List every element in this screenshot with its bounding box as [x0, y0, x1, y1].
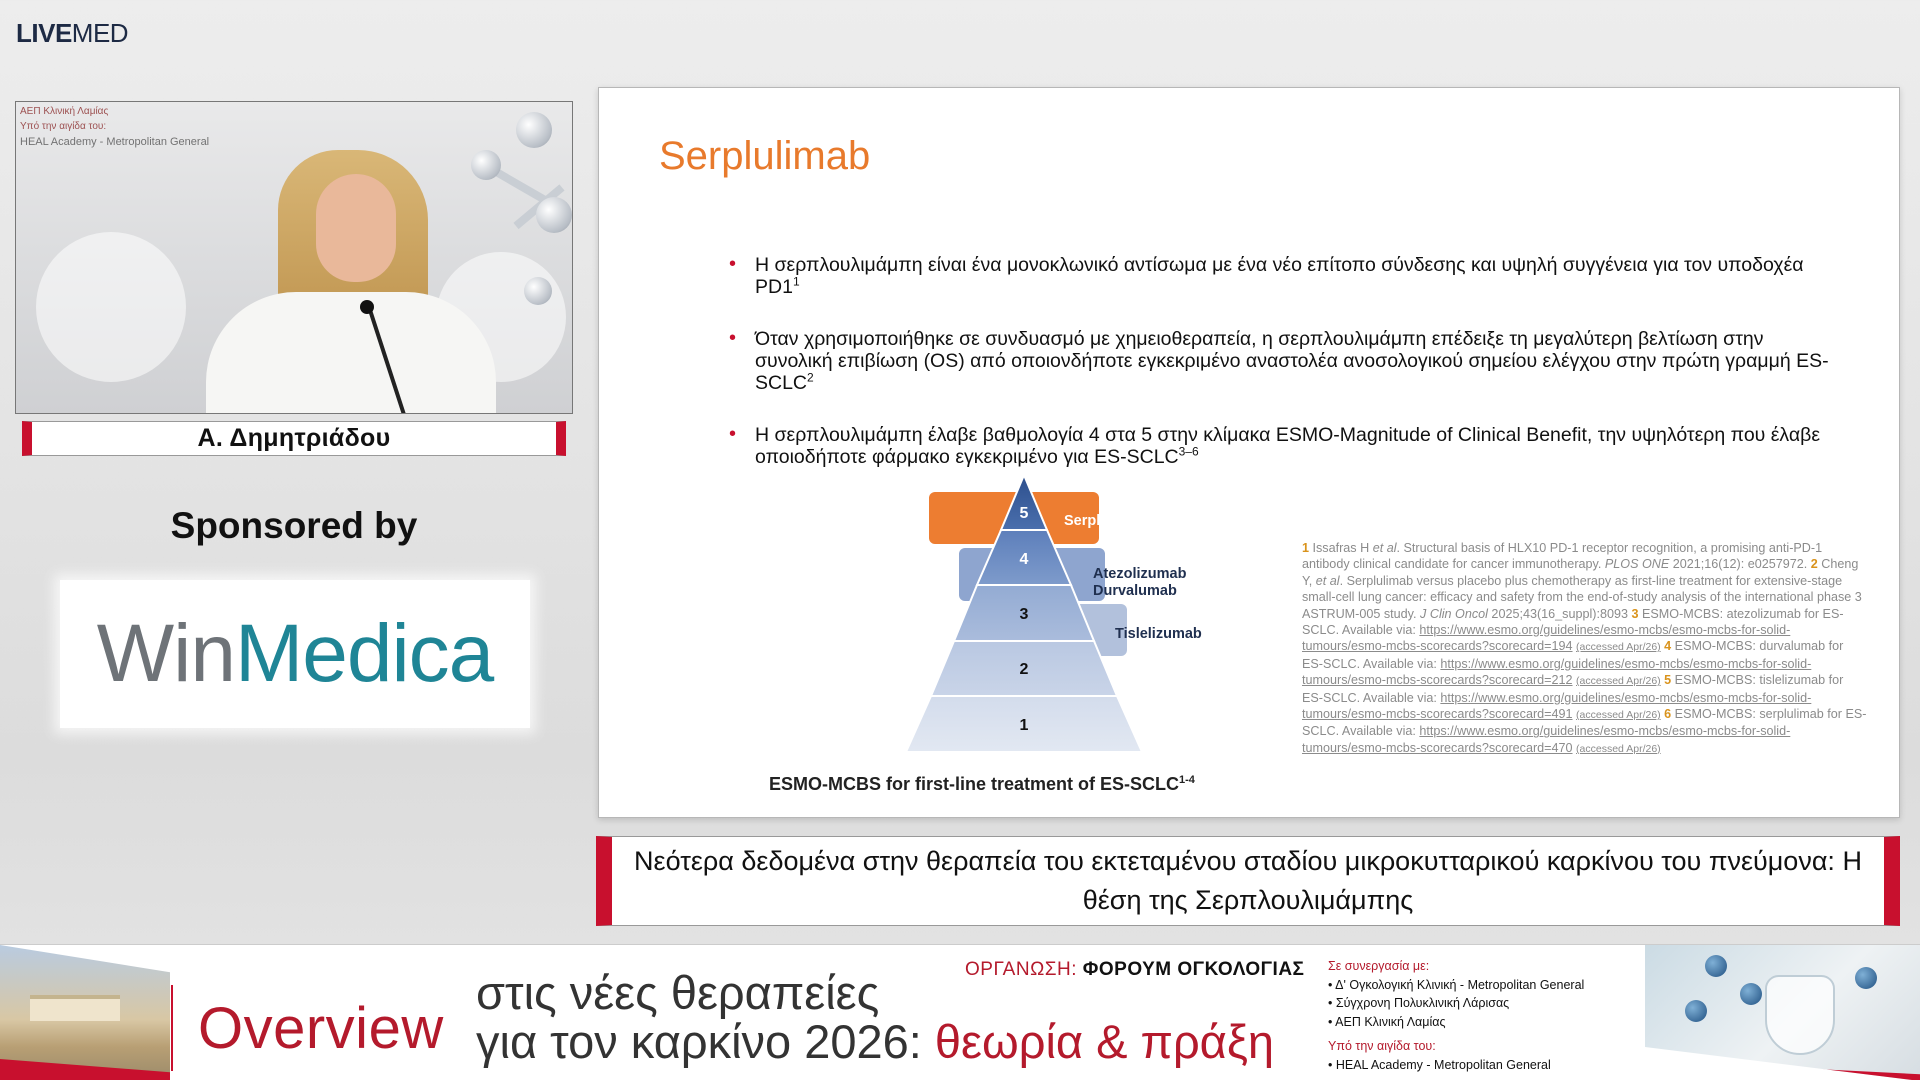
- tier-1-number: 1: [1019, 717, 1029, 734]
- bullet-item: • Όταν χρησιμοποιήθηκε σε συνδυασμό με χημειοθεραπεία, η σερπλουλιμάμπη επέδειξε τη μεγαλύτερη βελτίωση στην συνολική επιβίωση (OS) από οποιονδήποτε εγκεκριμένο αναστολέα ανοσολογικού σημείου ελέγχου στην πρώτη γραμμή ES-SCLC$^2$: [729, 327, 1829, 394]
- event-banner: [0, 944, 1920, 1080]
- slide-references: 1 Issafras H et al. Structural basis of HLX10 PD-1 receptor recognition, a promising anti-PD-1 antibody clinical candidate for cancer immunotherapy. PLOS ONE 2021;16(12): e0257972. 2 Cheng Y, et al. Serplulimab versus placebo plus chemotherapy as first-line treatment for extensive-stage small-cell lung cancer: efficacy and safety from the end-of-study analysis of the international phase 3 ASTRUM-005 study. J Clin Oncol 2025;43(16_suppl):8093 3 ESMO-MCBS: atezolizumab for ES-SCLC. Available via: https://www.esmo.org/guidelines/esmo-mcbs/esmo-mcbs-for-solid-tumours/esmo-mcbs-scorecards?scorecard=194 (accessed Apr/26) 4 ESMO-MCBS: durvalumab for ES-SCLC. Available via: https://www.esmo.org/guidelines/esmo-mcbs/esmo-mcbs-for-solid-tumours/esmo-mcbs-scorecards?scorecard=212 (accessed Apr/26) 5 ESMO-MCBS: tislelizumab for ES-SCLC. Available via: https://www.esmo.org/guidelines/esmo-mcbs/esmo-mcbs-for-solid-tumours/esmo-mcbs-scorecards?scorecard=491 (accessed Apr/26) 6 ESMO-MCBS: serplulimab for ES-SCLC. Available via: https://www.esmo.org/guidelines/esmo-mcbs/esmo-mcbs-for-solid-tumours/esmo-mcbs-scorecards?scorecard=470 (accessed Apr/26): [1302, 541, 1867, 755]
- molecule-icon: [1685, 1000, 1707, 1022]
- reference-link[interactable]: https://www.esmo.org/guidelines/esmo-mcbs/esmo-mcbs-for-solid-tumours/esmo-mcbs-scorecards?scorecard=470: [1302, 724, 1791, 755]
- reference-link[interactable]: https://www.esmo.org/guidelines/esmo-mcbs/esmo-mcbs-for-solid-tumours/esmo-mcbs-scorecards?scorecard=212: [1302, 656, 1812, 688]
- bullet-icon: •: [729, 253, 737, 275]
- organizer: ΟΡΓΑΝΩΣΗ: ΦΟΡΟΥΜ ΟΓΚΟΛΟΓΙΑΣ: [965, 959, 1305, 980]
- presentation-slide: [598, 87, 1900, 818]
- collaborators-list: Σε συνεργασία με: • Δ' Ογκολογική Κλινική - Metropolitan General • Σύγχρονη Πολυκλινική Λάρισας • ΑΕΠ Κλινική Λαμίας Υπό την αιγίδα του: • HEAL Academy - Metropolitan General: [1328, 957, 1584, 1074]
- pyramid-caption: ESMO-MCBS for first-line treatment of ES-SCLC$^{1-4}$: [769, 774, 1195, 794]
- acropolis-image: [0, 945, 170, 1080]
- reference-link[interactable]: https://www.esmo.org/guidelines/esmo-mcbs/esmo-mcbs-for-solid-tumours/esmo-mcbs-scorecards?scorecard=194: [1302, 623, 1791, 654]
- durvalumab-label: Durvalumab: [1093, 583, 1177, 599]
- bullet-icon: •: [729, 327, 737, 349]
- livemed-logo: LIVEMED: [16, 18, 129, 48]
- bullet-item: • Η σερπλουλιμάμπη είναι ένα μονοκλωνικό αντίσωμα με ένα νέο επίτοπο σύνδεσης και υψηλή συγγένεια για τον υποδοχέα $PD1^1$: [729, 253, 1804, 298]
- speaker-face: [316, 174, 396, 282]
- tier-2-number: 2: [1019, 661, 1029, 678]
- tier-3-number: 3: [1019, 606, 1029, 623]
- slide-bullets: [729, 254, 1839, 498]
- banner-divider: [171, 985, 173, 1071]
- overview-title: Overview: [198, 996, 444, 1061]
- bullet-icon: •: [729, 423, 737, 445]
- slide-title: Serplulimab: [659, 134, 871, 178]
- molecule-model-icon: [516, 112, 552, 148]
- lab-molecule-image: [1645, 945, 1920, 1080]
- bullet-item: • Η σερπλουλιμάμπη έλαβε βαθμολογία 4 στα 5 στην κλίμακα ESMO-Magnitude of Clinical Benefit, την υψηλότερη που έλαβε οποιοδήποτε φάρμακο εγκεκριμένο για ES-SCLC$^{3-6}$: [729, 423, 1821, 468]
- banner-line-2: για τον καρκίνο 2026: θεωρία & πράξη: [476, 1015, 1275, 1068]
- banner-line-1: στις νέες θεραπείες: [476, 966, 880, 1019]
- aegis-item: • HEAL Academy - Metropolitan General: [1328, 1057, 1551, 1072]
- collaborator-item: • Δ' Ογκολογική Κλινική - Metropolitan General: [1328, 977, 1585, 992]
- atezolizumab-label: Atezolizumab: [1093, 566, 1187, 582]
- tier-4-number: 4: [1019, 551, 1029, 568]
- speaker-video: [15, 101, 573, 414]
- collaborator-item: • ΑΕΠ Κλινική Λαμίας: [1328, 1014, 1446, 1029]
- speaker-nameplate: Α. Δημητριάδου: [22, 421, 566, 456]
- speaker-body: [206, 292, 496, 414]
- video-background-text: ΑΕΠ Κλινική Λαμίας Υπό την αιγίδα του: HEAL Academy - Metropolitan General: [20, 106, 210, 148]
- molecule-icon: [1705, 955, 1727, 977]
- molecule-model-icon: [471, 150, 501, 180]
- molecule-icon: [1740, 983, 1762, 1005]
- molecule-model-icon: [524, 277, 552, 305]
- sponsor-logo-box: [60, 580, 530, 728]
- molecule-icon: [1855, 967, 1877, 989]
- collaborator-item: • Σύγχρονη Πολυκλινική Λάρισας: [1328, 996, 1510, 1010]
- serplulimab-label: Serplulimab: [1064, 513, 1147, 529]
- sponsored-by-heading: Sponsored by: [170, 505, 418, 546]
- molecule-model-icon: [536, 197, 572, 233]
- esmo-mcbs-pyramid: [794, 475, 1254, 760]
- lab-glass-shape: [36, 232, 186, 382]
- tier-5-number: 5: [1019, 505, 1029, 522]
- flask-icon: [1765, 975, 1835, 1055]
- tislelizumab-label: Tislelizumab: [1115, 626, 1202, 642]
- reference-link[interactable]: https://www.esmo.org/guidelines/esmo-mcbs/esmo-mcbs-for-solid-tumours/esmo-mcbs-scorecards?scorecard=491: [1302, 690, 1812, 722]
- talk-title-bar: Νεότερα δεδομένα στην θεραπεία του εκτεταμένου σταδίου μικροκυτταρικού καρκίνου του πνεύμονα: Η θέση της Σερπλουλιμάμπης: [596, 836, 1900, 926]
- winmedica-logo: Win Medica: [96, 608, 494, 699]
